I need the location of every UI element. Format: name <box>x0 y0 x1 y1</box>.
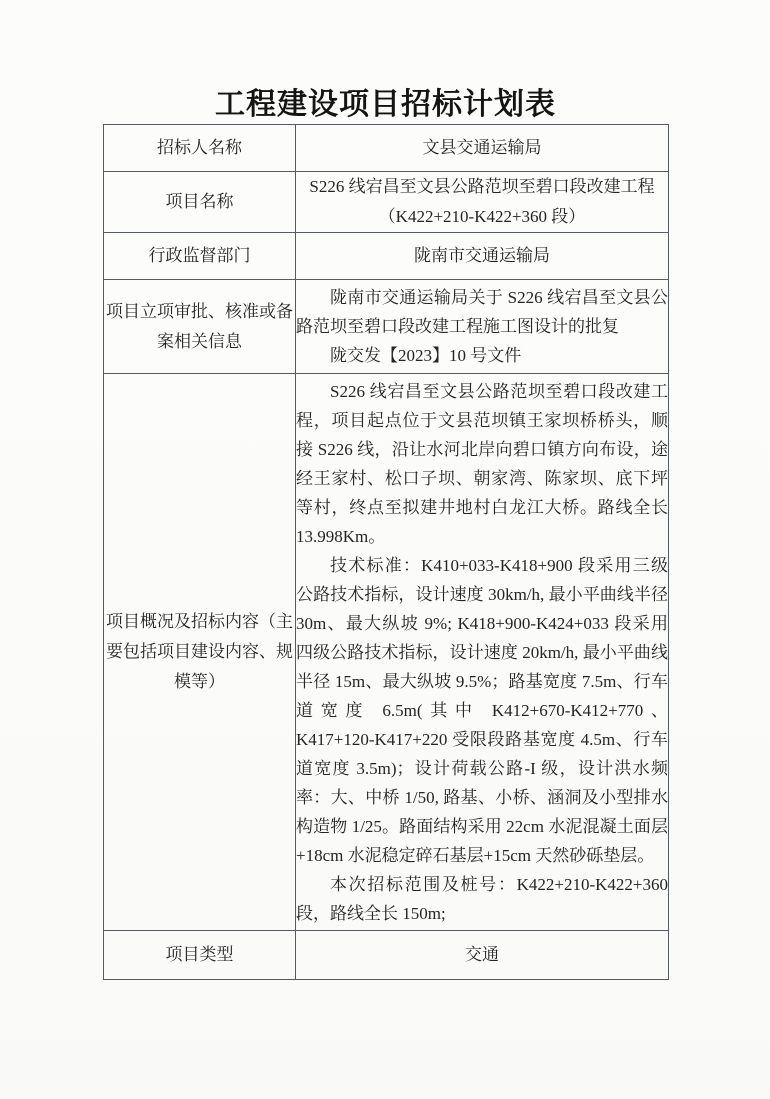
table-row-project-name <box>104 172 669 233</box>
overview-paragraph-bid-scope: 本次招标范围及桩号：K422+210-K422+360 段，路线全长 150m; <box>296 874 668 923</box>
row-label-project-type: 项目类型 <box>104 931 296 980</box>
table-row-supervisory-dept <box>104 233 669 280</box>
approval-paragraph-1: 陇南市交通运输局关于 S226 线宕昌至文县公路范坝至碧口段改建工程施工图设计的批复 <box>296 288 668 336</box>
row-value-project-type: 交通 <box>296 931 669 980</box>
row-value-supervisory-dept: 陇南市交通运输局 <box>296 233 669 280</box>
row-value-approval-info <box>296 280 669 374</box>
row-label-supervisory-dept: 行政监督部门 <box>104 233 296 280</box>
project-name-line-1: S226 线宕昌至文县公路范坝至碧口段改建工程 <box>309 177 655 196</box>
approval-paragraph-2: 陇交发【2023】10 号文件 <box>330 346 522 365</box>
row-label-project-name: 项目名称 <box>104 172 296 233</box>
table-row-project-type <box>104 931 669 980</box>
row-value-project-overview <box>296 374 669 931</box>
row-value-tenderer-name: 文县交通运输局 <box>296 125 669 172</box>
table-row-tenderer <box>104 125 669 172</box>
row-label-approval-info: 项目立项审批、核准或备案相关信息 <box>104 280 296 374</box>
row-label-tenderer-name: 招标人名称 <box>104 125 296 172</box>
overview-paragraph-technical-standards: 技术标准：K410+033-K418+900 段采用三级公路技术指标，设计速度 30km/h, 最小平曲线半径 30m、最大纵坡 9%; K418+900-K424+033 段采用四级公路技术指标，设计速度 20km/h, 最小平曲线半径 15m、最大纵坡 9.5%；路基宽度 7.5m、行车道宽度 6.5m(其中 K412+670-K412+770、K417+120-K417+220 受限段路基宽度 4.5m、行车道宽度 3.5m)；设计荷载公路-I 级，设计洪水频率：大、中桥 1/50, 路基、小桥、涵洞及小型排水构造物 1/25。路面结构采用 22cm 水泥混凝土面层+18cm 水泥稳定碎石基层+15cm 天然砂砾垫层。 <box>296 555 668 865</box>
row-value-project-name <box>296 172 669 233</box>
bidding-plan-table <box>103 124 669 980</box>
page-title: 工程建设项目招标计划表 <box>215 88 556 121</box>
row-label-project-overview: 项目概况及招标内容（主要包括项目建设内容、规模等） <box>104 374 296 931</box>
table-row-approval-info <box>104 280 669 374</box>
table-row-project-overview <box>104 374 669 931</box>
project-name-line-2: （K422+210-K422+360 段） <box>378 207 586 226</box>
overview-paragraph-route: S226 线宕昌至文县公路范坝至碧口段改建工程，项目起点位于文县范坝镇王家坝桥桥头，顺接 S226 线，沿让水河北岸向碧口镇方向布设，途经王家村、松口子坝、朝家湾、陈家坝、底下坪等村，终点至拟建井地村白龙江大桥。路线全长 13.998Km。 <box>296 381 668 546</box>
